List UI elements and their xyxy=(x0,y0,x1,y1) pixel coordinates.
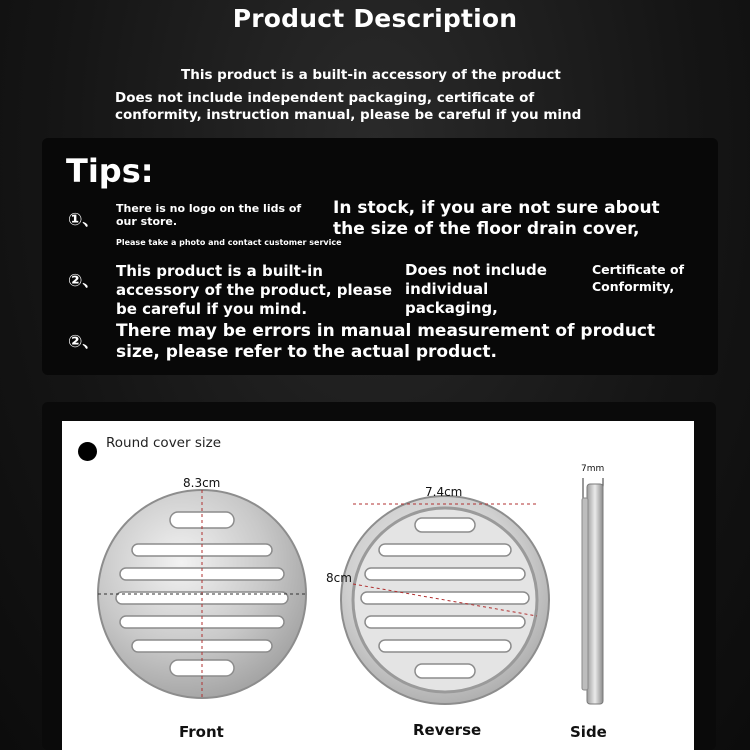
tip-1-text: There is no logo on the lids of our store. xyxy=(116,202,302,228)
intro-line-2: Does not include independent packaging, certificate of conformity, instruction manual, please be careful if you mind xyxy=(115,90,582,123)
tip-2-number: ②、 xyxy=(68,271,100,291)
tip-3-number: ②、 xyxy=(68,332,100,352)
reverse-dimension-top-label: 7.4cm xyxy=(425,485,463,499)
front-dimension-label: 8.3cm xyxy=(183,476,221,490)
tip-1-number: ①、 xyxy=(68,210,100,230)
tip-1-subtext: Please take a photo and contact customer service xyxy=(116,238,342,247)
caption-reverse: Reverse xyxy=(413,721,482,739)
tip-1-stock: In stock, if you are not sure about the size of the floor drain cover, xyxy=(333,198,660,239)
side-dimension-label: 7mm xyxy=(581,464,605,474)
side-view-illustration xyxy=(580,476,610,706)
tip-2-packaging: Does not include individual packaging, xyxy=(405,261,547,317)
caption-front: Front xyxy=(179,723,224,741)
reverse-dimension-side-label: 8cm xyxy=(326,571,352,585)
page-title: Product Description xyxy=(232,4,518,33)
caption-side: Side xyxy=(570,723,607,741)
intro-line-1: This product is a built-in accessory of the product xyxy=(181,67,561,83)
bullet-dot xyxy=(78,442,97,461)
front-cover-illustration xyxy=(96,488,308,700)
tip-2-certificate: Certificate of Conformity, xyxy=(592,262,685,294)
tip-2-text: This product is a built-in accessory of the product, please be careful if you mind. xyxy=(116,262,393,318)
tip-3-text: There may be errors in manual measurement of product size, please refer to the actual product. xyxy=(116,321,656,362)
diagram-heading: Round cover size xyxy=(106,435,222,451)
tips-title: Tips: xyxy=(66,152,154,190)
reverse-cover-illustration xyxy=(339,494,551,706)
